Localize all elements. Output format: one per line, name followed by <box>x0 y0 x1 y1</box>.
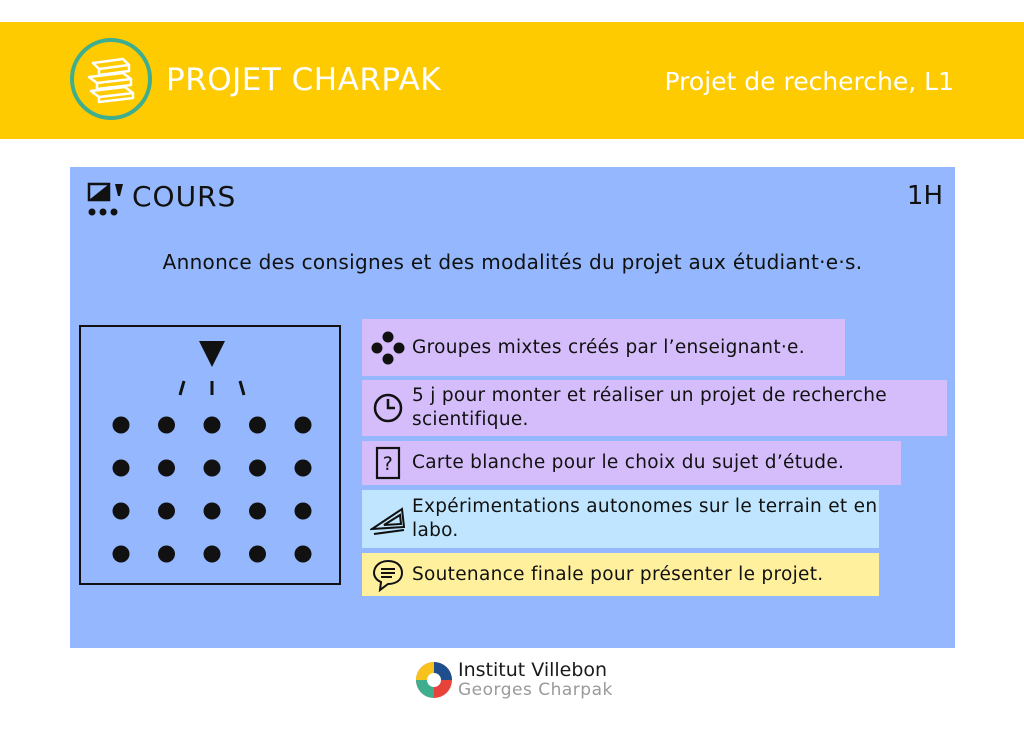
session-duration: 1H <box>906 181 943 211</box>
seat-dot <box>204 503 221 520</box>
books-icon <box>70 38 152 120</box>
seat-dot <box>113 460 130 477</box>
session-card <box>70 167 955 648</box>
seat-dot <box>113 417 130 434</box>
seat-dot <box>158 417 175 434</box>
session-type: COURS <box>132 180 237 213</box>
seat-dot <box>249 503 266 520</box>
item-text: 5 j pour monter et réaliser un projet de recherche scientifique. <box>412 385 887 430</box>
item-text: Expérimentations autonomes sur le terrain et en labo. <box>412 496 878 541</box>
list-item-topic <box>362 441 901 485</box>
svg-text:?: ? <box>382 453 394 475</box>
institut-logo-icon <box>414 660 454 700</box>
item-text: Groupes mixtes créés par l’enseignant·e. <box>412 336 805 358</box>
footer-institution: Institut Villebon <box>458 659 608 681</box>
classroom-layout-icon <box>79 325 341 585</box>
footer-institution-name: Georges Charpak <box>458 680 613 700</box>
seat-dot <box>249 546 266 563</box>
seat-dot <box>249 417 266 434</box>
seat-dot <box>295 460 312 477</box>
seat-dot <box>204 460 221 477</box>
seat-dot <box>158 546 175 563</box>
set-square-icon <box>370 501 406 537</box>
seat-dot <box>295 546 312 563</box>
list-item-experiments <box>362 490 879 548</box>
lecture-icon <box>87 182 127 218</box>
seat-dot <box>158 460 175 477</box>
speech-bubble-icon <box>370 557 406 593</box>
header-title: PROJET CHARPAK <box>166 62 442 98</box>
seat-dot <box>113 503 130 520</box>
seat-dot <box>249 460 266 477</box>
seat-dot <box>295 417 312 434</box>
header-subtitle: Projet de recherche, L1 <box>664 67 954 96</box>
seat-dot <box>113 546 130 563</box>
list-item-duration <box>362 380 947 436</box>
seat-dot <box>204 546 221 563</box>
seat-dot <box>158 503 175 520</box>
list-item-defense <box>362 553 879 596</box>
header-banner <box>0 22 1024 139</box>
seat-dot <box>295 503 312 520</box>
group-icon <box>370 330 406 366</box>
list-item-groups <box>362 319 845 376</box>
seat-dot <box>204 417 221 434</box>
clock-icon <box>370 390 406 426</box>
question-card-icon <box>370 445 406 481</box>
item-text: Carte blanche pour le choix du sujet d’étude. <box>412 452 845 473</box>
session-description: Annonce des consignes et des modalités du projet aux étudiant·e·s. <box>162 250 863 274</box>
item-text: Soutenance finale pour présenter le projet. <box>412 563 824 585</box>
